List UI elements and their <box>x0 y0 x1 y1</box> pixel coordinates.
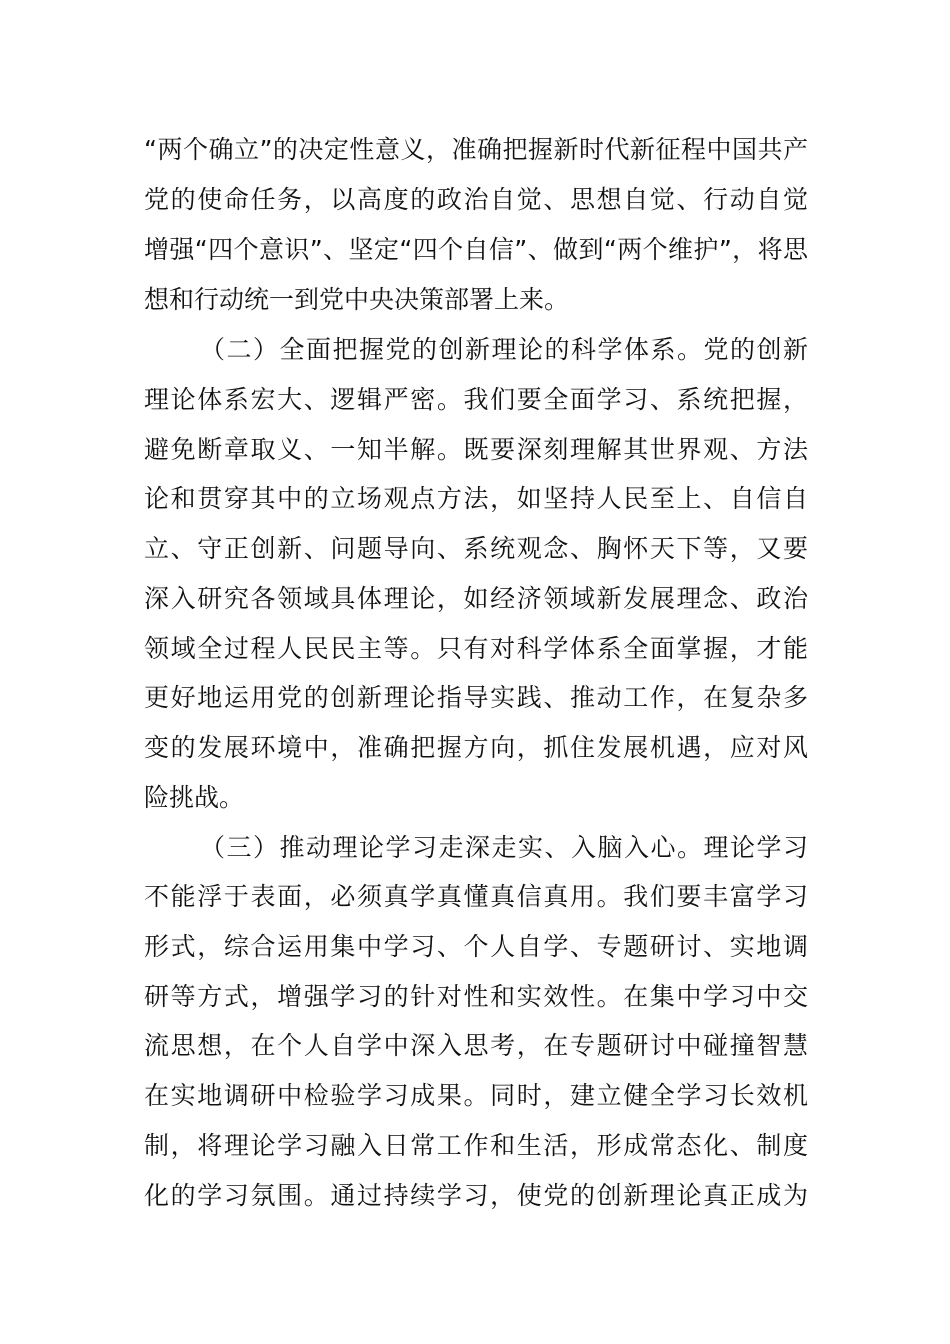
paragraph-3-line-8: 化的学习氛围。通过持续学习，使党的创新理论真正成为 <box>144 1181 808 1210</box>
paragraph-3-line-1: （三）推动理论学习走深走实、入脑入心。理论学习 <box>200 833 808 862</box>
paragraph-2-line-8: 更好地运用党的创新理论指导实践、推动工作，在复杂多 <box>144 683 808 712</box>
paragraph-3-line-4: 研等方式，增强学习的针对性和实效性。在集中学习中交 <box>144 982 808 1011</box>
paragraph-3-line-3: 形式，综合运用集中学习、个人自学、专题研讨、实地调 <box>144 932 808 961</box>
paragraph-2-line-5: 立、守正创新、问题导向、系统观念、胸怀天下等，又要 <box>144 534 808 563</box>
paragraph-2-line-7: 领域全过程人民民主等。只有对科学体系全面掌握，才能 <box>144 634 808 663</box>
paragraph-1-line-4: 想和行动统一到党中央决策部署上来。 <box>144 285 570 314</box>
paragraph-2-line-10: 险挑战。 <box>144 783 245 812</box>
paragraph-1-line-3: 增强“四个意识”、坚定“四个自信”、做到“两个维护”，将思 <box>144 235 808 264</box>
paragraph-3-line-2: 不能浮于表面，必须真学真懂真信真用。我们要丰富学习 <box>144 882 808 911</box>
paragraph-2-line-2: 理论体系宏大、逻辑严密。我们要全面学习、系统把握， <box>144 385 808 414</box>
paragraph-1-line-2: 党的使命任务，以高度的政治自觉、思想自觉、行动自觉 <box>144 185 808 214</box>
paragraph-3-line-6: 在实地调研中检验学习成果。同时，建立健全学习长效机 <box>144 1081 808 1110</box>
paragraph-2-line-1: （二）全面把握党的创新理论的科学体系。党的创新 <box>200 335 808 364</box>
paragraph-3-line-5: 流思想，在个人自学中深入思考，在专题研讨中碰撞智慧 <box>144 1031 808 1060</box>
paragraph-2-line-4: 论和贯穿其中的立场观点方法，如坚持人民至上、自信自 <box>144 484 808 513</box>
paragraph-1-line-1: “两个确立”的决定性意义，准确把握新时代新征程中国共产 <box>144 135 808 164</box>
paragraph-2-line-3: 避免断章取义、一知半解。既要深刻理解其世界观、方法 <box>144 435 808 464</box>
paragraph-2-line-9: 变的发展环境中，准确把握方向，抓住发展机遇，应对风 <box>144 733 808 762</box>
paragraph-2-line-6: 深入研究各领域具体理论，如经济领域新发展理念、政治 <box>144 584 808 613</box>
paragraph-3-line-7: 制，将理论学习融入日常工作和生活，形成常态化、制度 <box>144 1131 808 1160</box>
